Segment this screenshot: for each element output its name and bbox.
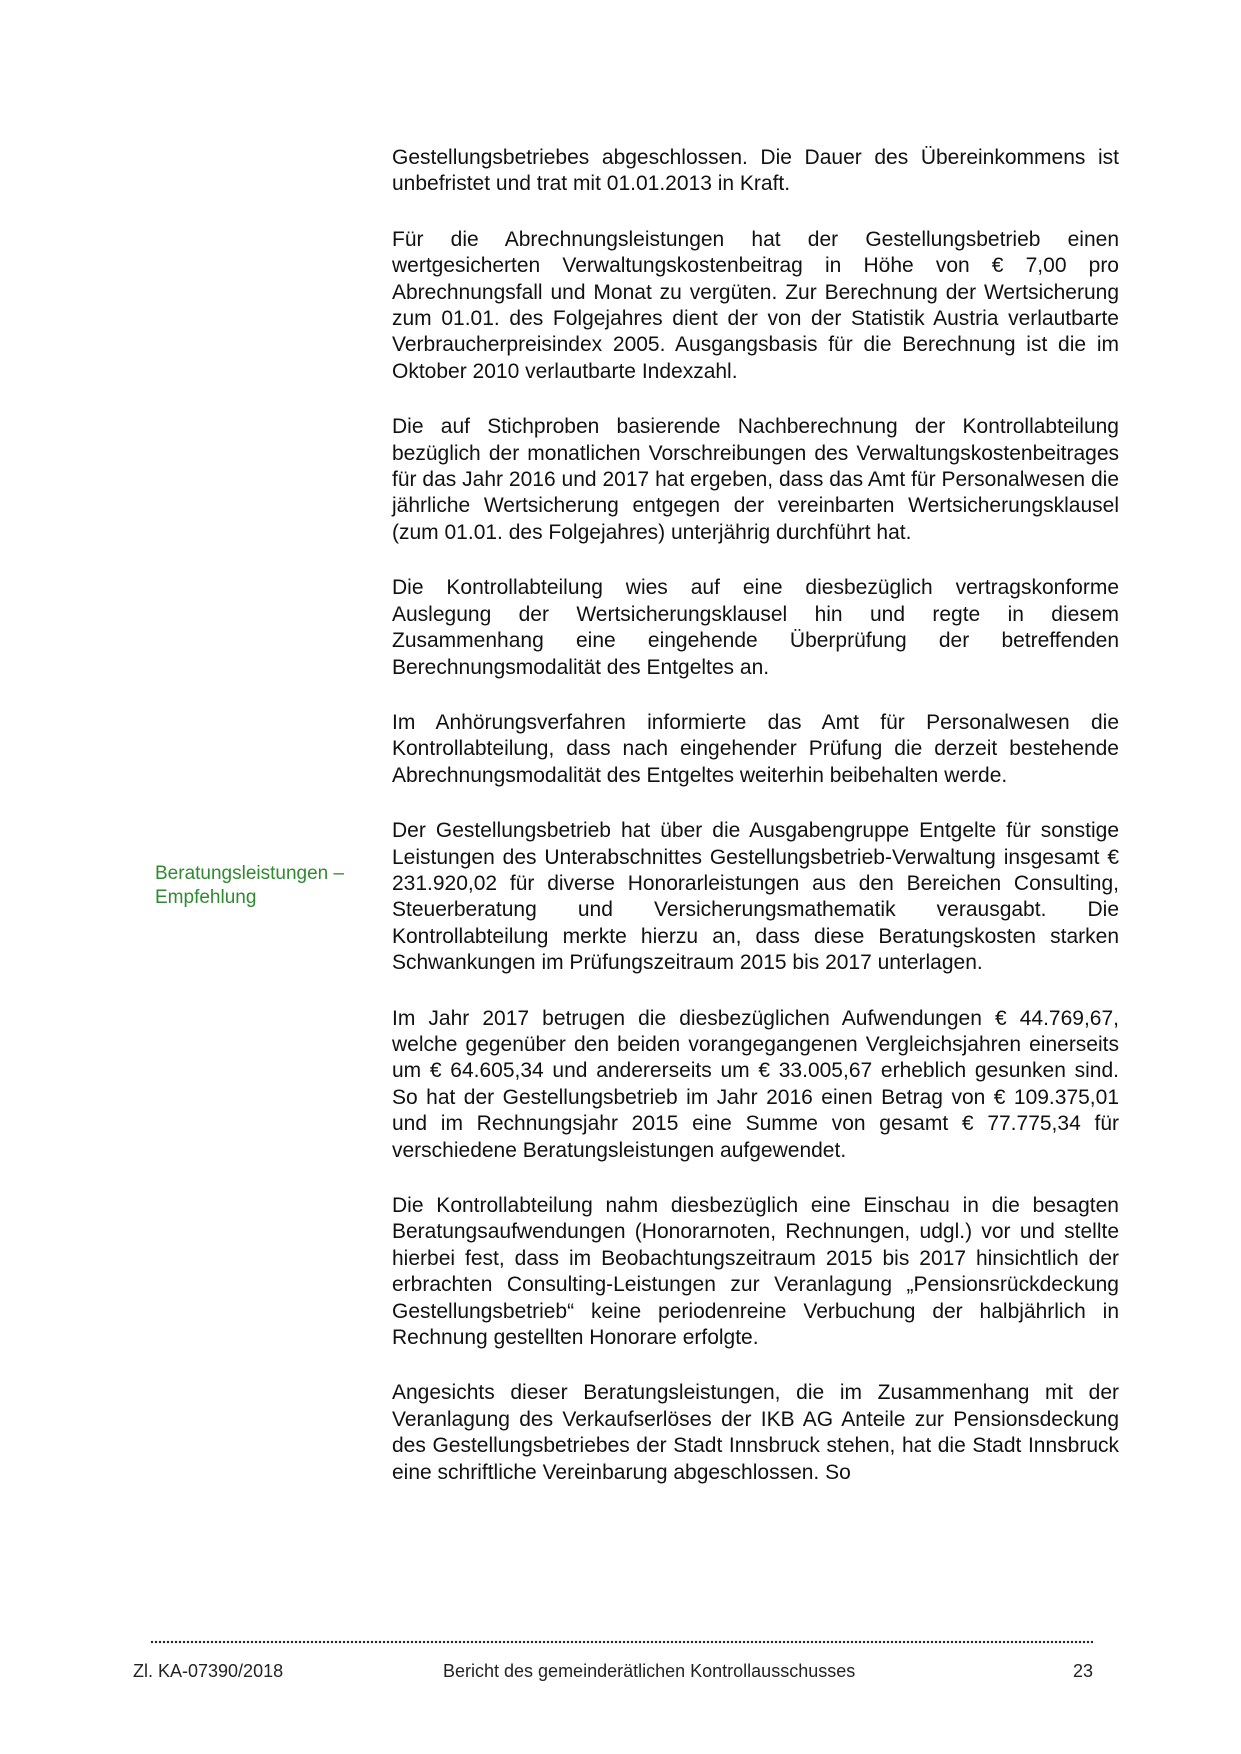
margin-note-line-2: Empfehlung (155, 887, 257, 908)
paragraph-1: Gestellungsbetriebes abgeschlossen. Die Dauer des Übereinkommens ist unbefristet und trat mit 01.01.2013 in Kraft. (392, 146, 1119, 196)
paragraph-7: Im Jahr 2017 betrugen die diesbezüglichen Aufwendungen € 44.769,67, welche gegenüber den beiden vorangegangenen Vergleichsjahren einerseits um € 64.605,34 und andererseits um € 33.005,67 erheblich gesunken sind. So hat der Gestellungsbetrieb im Jahr 2016 einen Betrag von € 109.375,01 und im Rechnungsjahr 2015 eine Summe von gesamt € 77.775,34 für verschiedene Beratungsleistungen aufgewendet. (392, 1006, 1119, 1162)
paragraph-9: Angesichts dieser Beratungsleistungen, die im Zusammenhang mit der Veranlagung des Verkaufserlöses der IKB AG Anteile zur Pensionsdeckung des Gestellungsbetriebes der Stadt Innsbruck stehen, hat die Stadt Innsbruck eine schriftliche Vereinbarung abgeschlossen. So (392, 1381, 1119, 1484)
margin-note (155, 862, 380, 910)
paragraph-5: Im Anhörungsverfahren informierte das Amt für Personalwesen die Kontrollabteilung, dass nach eingehender Prüfung die derzeit bestehende Abrechnungsmodalität des Entgeltes weiterhin beibehalten werde. (392, 710, 1119, 787)
paragraph-8: Die Kontrollabteilung nahm diesbezüglich eine Einschau in die besagten Beratungsaufwendungen (Honorarnoten, Rechnungen, udgl.) vor und stellte hierbei fest, dass im Beobachtungszeitraum 2015 bis 2017 hinsichtlich der erbrachten Consulting-Leistungen zur Veranlagung „Pensionsrückdeckung Gestellungsbetrieb“ keine periodenreine Verbuchung der halbjährlich in Rechnung gestellten Honorare erfolgte. (392, 1194, 1119, 1350)
footer-divider (150, 1640, 1093, 1644)
footer-title: Bericht des gemeinderätlichen Kontrollausschusses (443, 1661, 856, 1681)
page-number: 23 (1072, 1661, 1093, 1681)
paragraph-3: Die auf Stichproben basierende Nachberechnung der Kontrollabteilung bezüglich der monatlichen Vorschreibungen des Verwaltungskostenbeitrages für das Jahr 2016 und 2017 hat ergeben, dass das Amt für Personalwesen die jährliche Wertsicherung entgegen der vereinbarten Wertsicherungsklausel (zum 01.01. des Folgejahres) unterjährig durchführt hat. (392, 415, 1119, 544)
paragraph-6: Der Gestellungsbetrieb hat über die Ausgabengruppe Entgelte für sonstige Leistungen des Unterabschnittes Gestellungsbetrieb-Verwaltung insgesamt € 231.920,02 für diverse Honorarleistungen aus den Bereichen Consulting, Steuerberatung und Versicherungsmathematik verausgabt. Die Kontrollabteilung merkte hierzu an, dass diese Beratungskosten starken Schwankungen im Prüfungszeitraum 2015 bis 2017 unterlagen. (392, 819, 1119, 975)
paragraph-4: Die Kontrollabteilung wies auf eine diesbezüglich vertragskonforme Auslegung der Wertsicherungsklausel hin und regte in diesem Zusammenhang eine eingehende Überprüfung der betreffenden Berechnungsmodalität des Entgeltes an. (392, 576, 1119, 679)
body-text (392, 145, 1119, 1486)
margin-note-line-1: Beratungsleistungen – (155, 863, 345, 884)
paragraph-2: Für die Abrechnungsleistungen hat der Gestellungsbetrieb einen wertgesicherten Verwaltungskostenbeitrag in Höhe von € 7,00 pro Abrechnungsfall und Monat zu vergüten. Zur Berechnung der Wertsicherung zum 01.01. des Folgejahres dient der von der Statistik Austria verlautbarte Verbraucherpreisindex 2005. Ausgangsbasis für die Berechnung ist die im Oktober 2010 verlautbarte Indexzahl. (392, 227, 1119, 383)
footer-reference: Zl. KA-07390/2018 (133, 1661, 284, 1681)
